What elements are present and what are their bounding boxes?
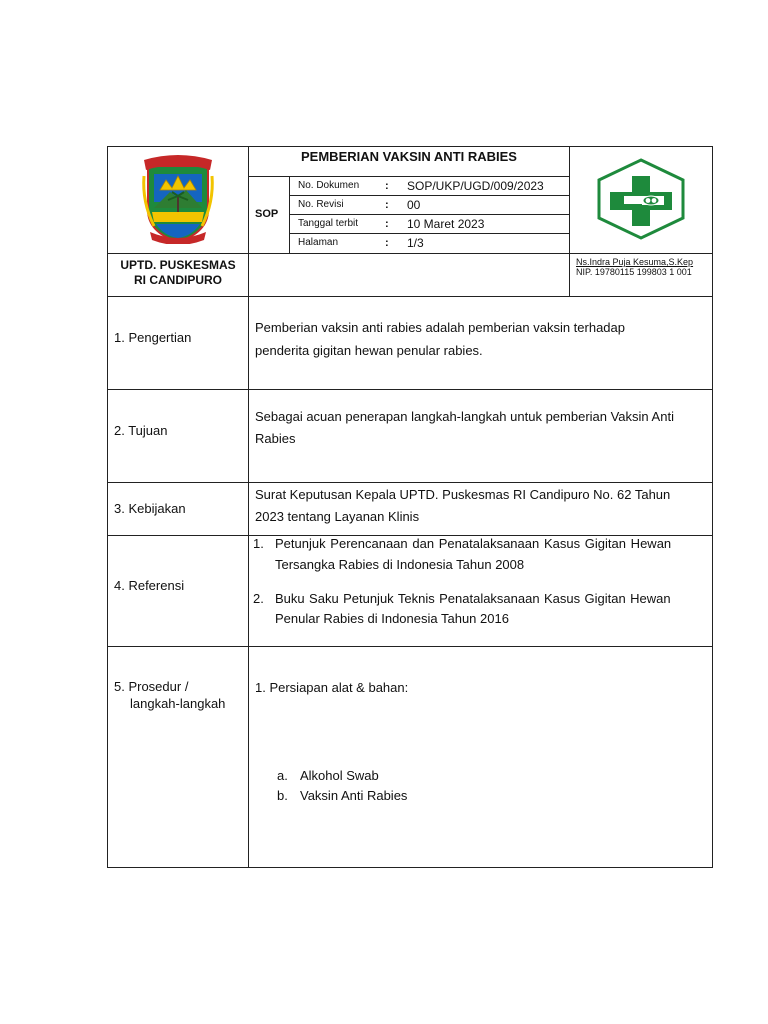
section-label-tujuan: 2. Tujuan — [114, 423, 168, 438]
meta-label: No. Dokumen — [298, 180, 360, 191]
signer-nip: NIP. 19780115 199803 1 001 — [576, 267, 692, 277]
list-item-number: 1. — [253, 536, 264, 551]
puskesmas-logo — [596, 158, 686, 240]
meta-value: 10 Maret 2023 — [407, 217, 485, 231]
meta-sep: : — [385, 218, 389, 230]
list-item-text: Petunjuk Perencanaan dan Penatalaksanaan Kasus Gigitan Hewan — [275, 536, 672, 551]
signer-name: Ns.Indra Puja Kesuma,S.Kep — [576, 257, 694, 267]
regency-emblem-logo — [140, 152, 216, 244]
meta-sep: : — [385, 180, 389, 192]
section-label-pengertian: 1. Pengertian — [114, 330, 192, 345]
list-item-number: b. — [277, 788, 288, 803]
document-title: PEMBERIAN VAKSIN ANTI RABIES — [301, 149, 517, 164]
organization-name-line2: RI CANDIPURO — [133, 273, 222, 287]
prosedur-step-1: 1. Persiapan alat & bahan: — [255, 680, 409, 695]
list-item-text-line2: Penular Rabies di Indonesia Tahun 2016 — [275, 611, 509, 626]
kebijakan-text-line1: Surat Keputusan Kepala UPTD. Puskesmas RI Candipuro No. 62 Tahun — [255, 487, 671, 502]
meta-sep: : — [385, 199, 389, 211]
organization-name: UPTD. PUSKESMAS — [120, 258, 236, 272]
meta-value: 1/3 — [407, 236, 424, 250]
meta-label: Tanggal terbit — [298, 218, 359, 229]
section-label-prosedur-line2: langkah-langkah — [130, 696, 226, 711]
section-label-referensi: 4. Referensi — [114, 578, 185, 593]
meta-value: 00 — [407, 198, 421, 212]
list-item-number: 2. — [253, 591, 264, 606]
pengertian-text-line2: penderita gigitan hewan penular rabies. — [255, 343, 483, 358]
meta-sep: : — [385, 237, 389, 249]
sop-label: SOP — [255, 208, 279, 220]
list-item-text-line2: Tersangka Rabies di Indonesia Tahun 2008 — [275, 557, 525, 572]
kebijakan-text-line2: 2023 tentang Layanan Klinis — [255, 509, 420, 524]
section-label-kebijakan: 3. Kebijakan — [114, 501, 186, 516]
tujuan-text-line2: Rabies — [255, 431, 296, 446]
meta-label: No. Revisi — [298, 199, 344, 210]
section-label-prosedur: 5. Prosedur / — [114, 679, 189, 694]
tujuan-text-line1: Sebagai acuan penerapan langkah-langkah untuk pemberian Vaksin Anti — [255, 409, 674, 424]
pengertian-text-line1: Pemberian vaksin anti rabies adalah pemberian vaksin terhadap — [255, 320, 625, 335]
list-item-text: Alkohol Swab — [300, 768, 379, 783]
list-item-text: Vaksin Anti Rabies — [300, 788, 408, 803]
list-item-number: a. — [277, 768, 288, 783]
meta-value: SOP/UKP/UGD/009/2023 — [407, 179, 544, 193]
list-item-text: Buku Saku Petunjuk Teknis Penatalaksanaan Kasus Gigitan Hewan — [275, 591, 671, 606]
meta-label: Halaman — [298, 237, 339, 248]
